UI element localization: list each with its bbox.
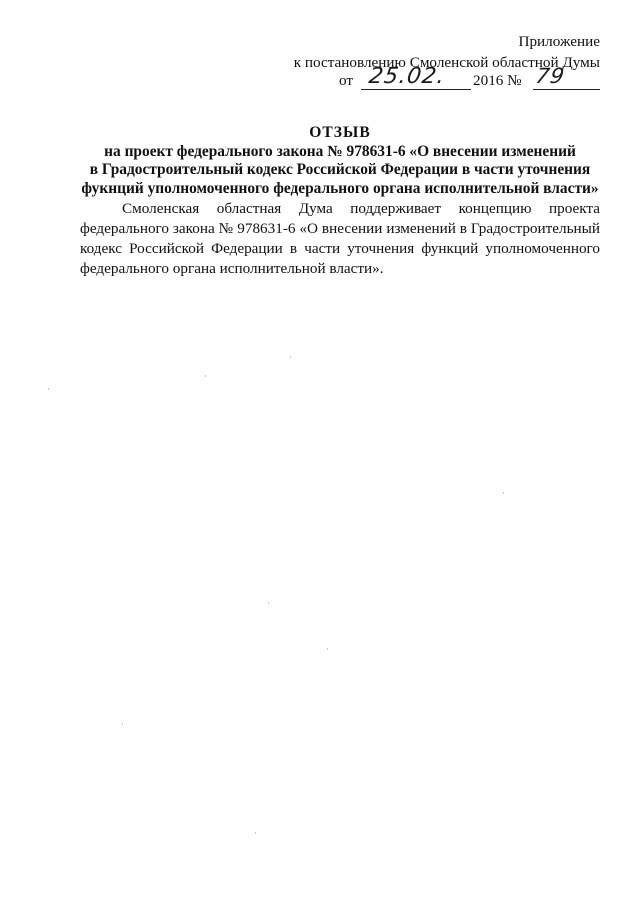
scan-speck: [327, 648, 328, 650]
year-number-label: 2016 №: [473, 72, 522, 89]
handwritten-date: 25.02.: [367, 64, 447, 89]
resolution-reference: к постановлению Смоленской областной Думы: [293, 54, 600, 71]
document-title: [60, 124, 620, 198]
date-number-line: [339, 64, 601, 92]
date-underline: [361, 89, 471, 90]
appendix-label: Приложение: [518, 33, 600, 50]
scan-speck: [48, 388, 49, 390]
scan-speck: [268, 602, 269, 604]
scan-speck: [255, 832, 256, 834]
handwritten-number: 79: [533, 64, 567, 88]
title-heading: ОТЗЫВ: [309, 124, 371, 141]
title-line-2: в Градостроительный кодекс Российской Федерации в части уточнения: [89, 161, 591, 178]
title-line-1: на проект федерального закона № 978631-6 «О внесении изменений: [104, 142, 576, 160]
date-prefix: от: [339, 72, 354, 89]
title-line-3: фукнций уполномоченного федерального органа исполнительной власти»: [81, 179, 599, 197]
number-underline: [533, 89, 600, 90]
scan-speck: [503, 492, 504, 494]
body-paragraph: Смоленская областная Дума поддерживает концепцию проекта федерального закона № 978631-6 «О внесении изменений в Градостроительный кодекс Российской Федерации в части уточнения функций уполномоченного федерального органа исполнительной власти».: [80, 200, 600, 277]
scan-speck: [290, 356, 291, 358]
scan-speck: [122, 723, 123, 725]
scan-speck: [205, 375, 206, 377]
